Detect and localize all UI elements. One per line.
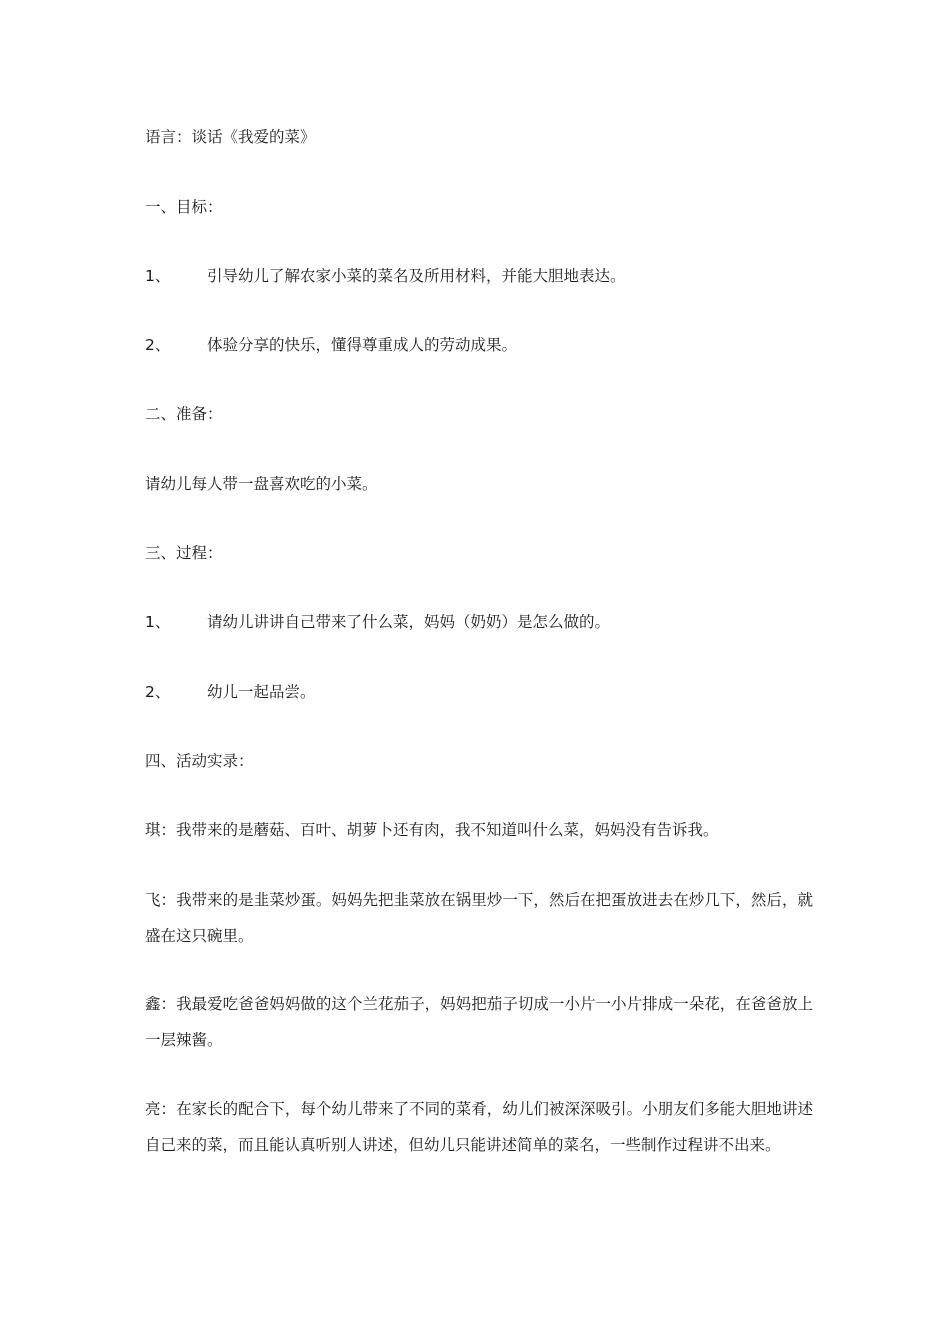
process-step [145, 682, 316, 702]
goal-item [145, 335, 517, 355]
document-title: 语言：谈话《我爱的菜》 [145, 128, 316, 146]
goal-number: 2、 [145, 336, 171, 354]
record-paragraph: 飞：我带来的是韭菜炒蛋。妈妈先把韭菜放在锅里炒一下，然后在把蛋放进去在炒几下，然后，就盛在这只碗里。 [145, 891, 813, 945]
preparation-text: 请幼儿每人带一盘喜欢吃的小菜。 [145, 475, 378, 493]
section-heading-process: 三、过程： [145, 544, 223, 562]
process-step [145, 612, 610, 632]
goal-text: 引导幼儿了解农家小菜的菜名及所用材料，并能大胆地表达。 [207, 267, 626, 285]
goal-item [145, 266, 626, 286]
step-text: 请幼儿讲讲自己带来了什么菜，妈妈（奶奶）是怎么做的。 [207, 613, 611, 631]
record-paragraph: 鑫：我最爱吃爸爸妈妈做的这个兰花茄子，妈妈把茄子切成一小片一小片排成一朵花，在爸爸放上一层辣酱。 [145, 995, 813, 1049]
step-number: 1、 [145, 613, 171, 631]
record-paragraph: 琪：我带来的是蘑菇、百叶、胡萝卜还有肉，我不知道叫什么菜，妈妈没有告诉我。 [145, 821, 719, 839]
section-heading-goals: 一、目标： [145, 198, 223, 216]
section-heading-preparation: 二、准备： [145, 405, 223, 423]
record-paragraph: 亮：在家长的配合下，每个幼儿带来了不同的菜肴，幼儿们被深深吸引。小朋友们多能大胆地讲述自己来的菜，而且能认真听别人讲述，但幼儿只能讲述简单的菜名，一些制作过程讲不出来。 [145, 1100, 813, 1154]
goal-number: 1、 [145, 267, 171, 285]
step-number: 2、 [145, 683, 171, 701]
section-heading-record: 四、活动实录： [145, 752, 254, 770]
step-text: 幼儿一起品尝。 [207, 683, 316, 701]
goal-text: 体验分享的快乐，懂得尊重成人的劳动成果。 [207, 336, 518, 354]
